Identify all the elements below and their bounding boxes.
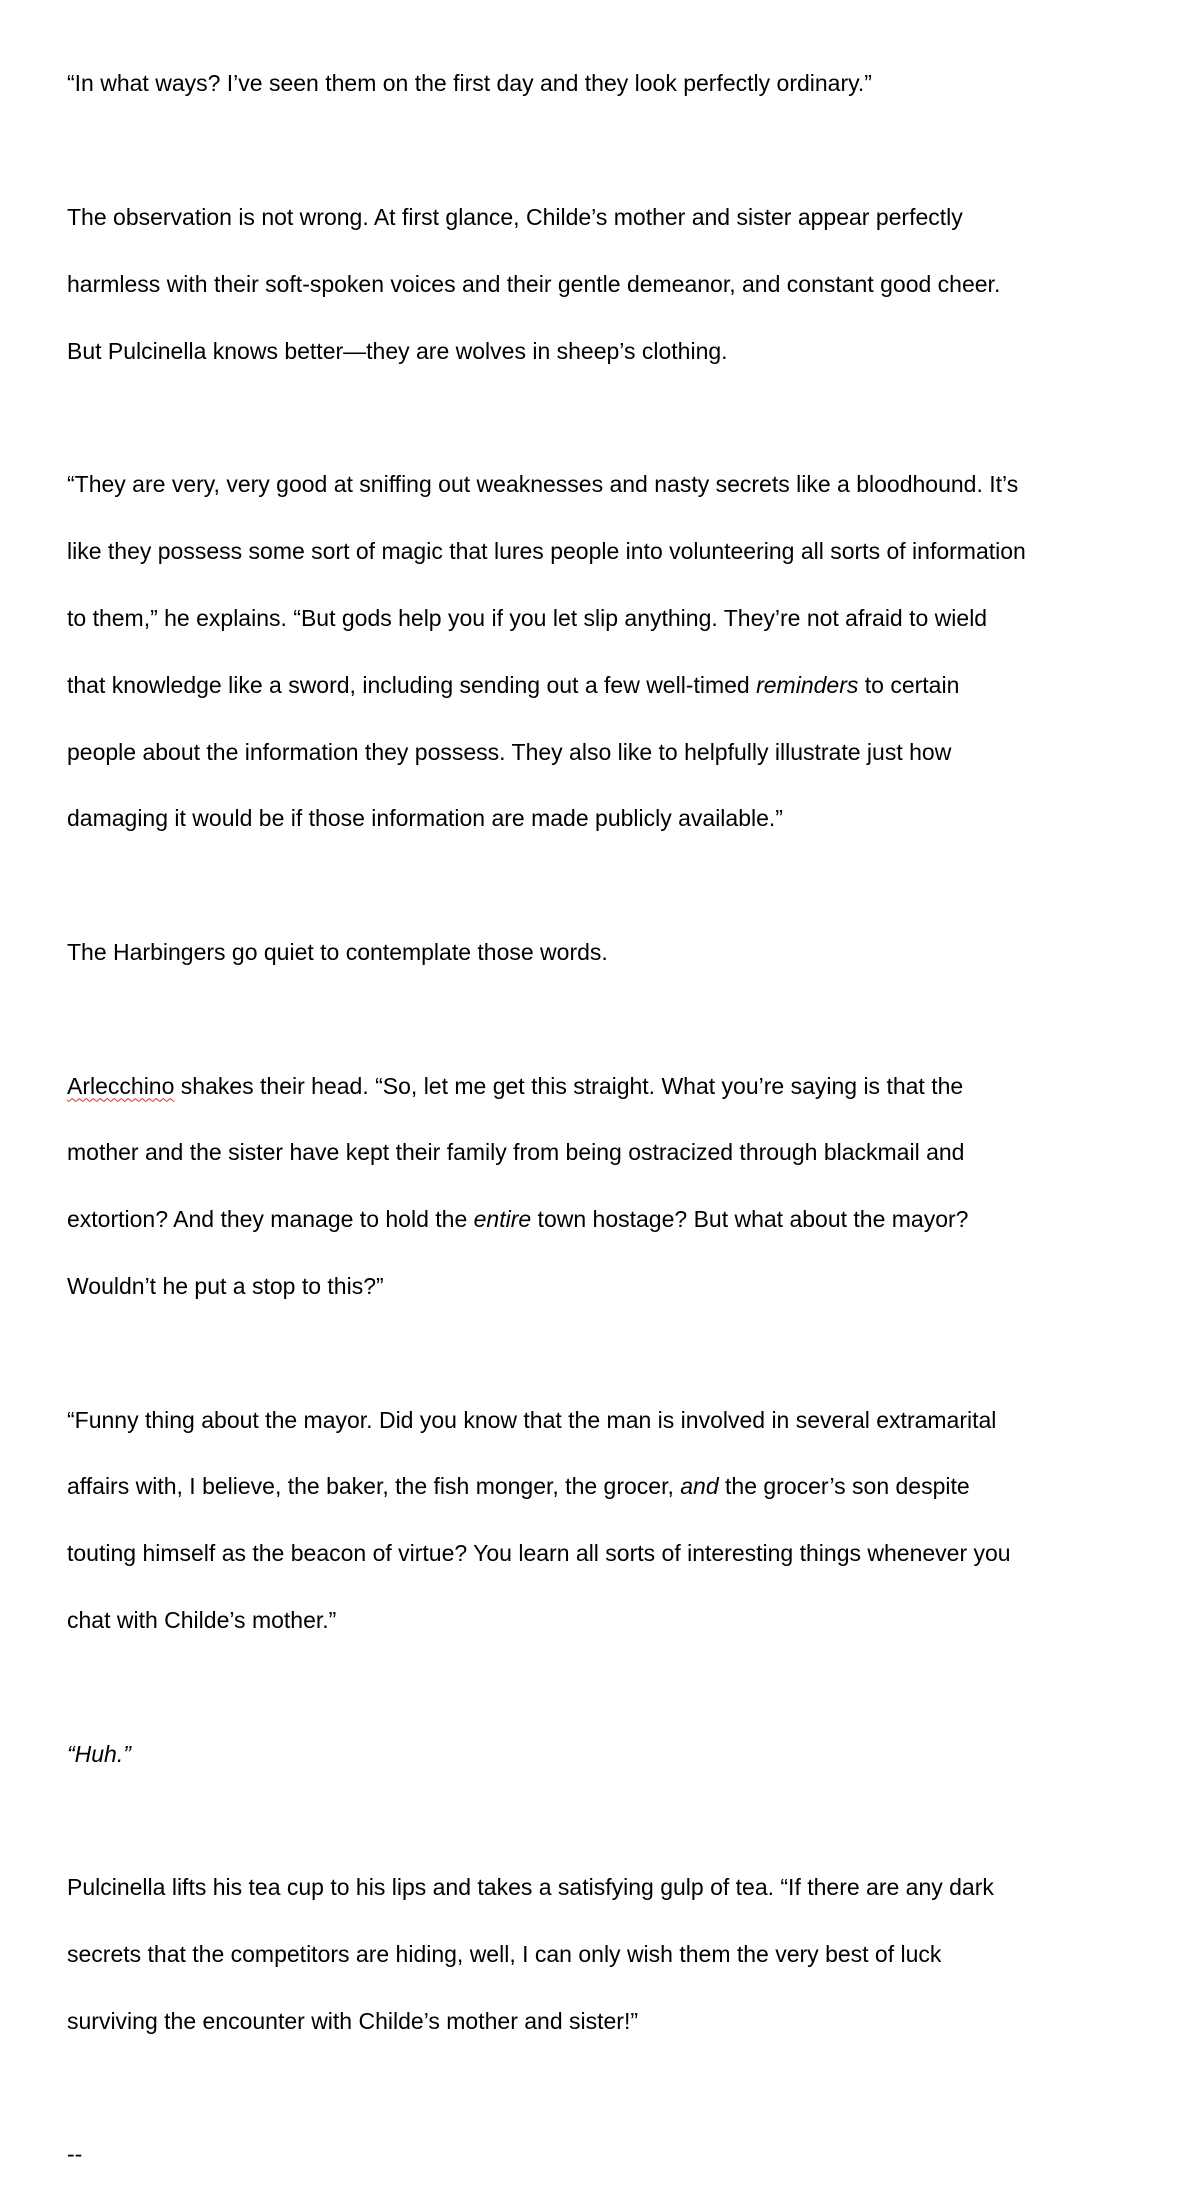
text-run: that knowledge like a sword, including sending out a few well-timed xyxy=(67,671,757,698)
paragraph-6 xyxy=(67,1370,1160,1671)
italic-emphasis: and xyxy=(680,1473,719,1500)
paragraph-3-line-6: damaging it would be if those information are made publicly available.” xyxy=(67,805,783,832)
italic-emphasis: reminders xyxy=(756,671,859,698)
paragraph-1 xyxy=(67,34,1160,134)
paragraph-8-line-2: secrets that the competitors are hiding, well, I can only wish them the very best of luck xyxy=(67,1941,942,1968)
paragraph-8 xyxy=(67,1838,1160,2072)
italic-emphasis: entire xyxy=(473,1206,532,1233)
paragraph-5-line-4: Wouldn’t he put a stop to this?” xyxy=(67,1272,384,1299)
paragraph-2 xyxy=(67,168,1160,402)
paragraph-7 xyxy=(67,1704,1160,1804)
paragraph-6-line-1: “Funny thing about the mayor. Did you know that the man is involved in several extramarital xyxy=(67,1406,997,1433)
paragraph-3 xyxy=(67,435,1160,869)
paragraph-2-line-2: harmless with their soft-spoken voices and their gentle demeanor, and constant good cheer. xyxy=(67,270,1001,297)
paragraph-2-line-1: The observation is not wrong. At first glance, Childe’s mother and sister appear perfectly xyxy=(67,204,963,231)
text-run: town hostage? But what about the mayor? xyxy=(531,1206,969,1233)
paragraph-6-line-2 xyxy=(67,1470,1160,1503)
paragraph-6-line-3: touting himself as the beacon of virtue? You learn all sorts of interesting things whenever you xyxy=(67,1540,1011,1567)
paragraph-5-line-3 xyxy=(67,1203,1160,1236)
paragraph-3-line-2: like they possess some sort of magic that lures people into volunteering all sorts of information xyxy=(67,538,1026,565)
paragraph-3-line-4 xyxy=(67,669,1160,702)
paragraph-6-line-4: chat with Childe’s mother.” xyxy=(67,1607,337,1634)
text-run: affairs with, I believe, the baker, the fish monger, the grocer, xyxy=(67,1473,681,1500)
paragraph-7-line-1: “Huh.” xyxy=(67,1740,131,1767)
paragraph-8-line-1: Pulcinella lifts his tea cup to his lips and takes a satisfying gulp of tea. “If there are any dark xyxy=(67,1874,994,1901)
paragraph-3-line-5: people about the information they possess. They also like to helpfully illustrate just how xyxy=(67,738,952,765)
paragraph-4-line-1: The Harbingers go quiet to contemplate those words. xyxy=(67,938,608,965)
text-run: shakes their head. “So, let me get this straight. What you’re saying is that the xyxy=(174,1072,964,1099)
spellcheck-flagged-word[interactable]: Arlecchino xyxy=(67,1072,175,1099)
paragraph-2-line-3: But Pulcinella knows better—they are wolves in sheep’s clothing. xyxy=(67,337,728,364)
paragraph-8-line-3: surviving the encounter with Childe’s mother and sister!” xyxy=(67,2007,639,2034)
paragraph-9 xyxy=(67,2105,1160,2205)
text-run: extortion? And they manage to hold the xyxy=(67,1206,474,1233)
text-run: the grocer’s son despite xyxy=(718,1473,970,1500)
paragraph-5-line-2: mother and the sister have kept their family from being ostracized through blackmail and xyxy=(67,1139,965,1166)
section-break: -- xyxy=(67,2141,83,2168)
paragraph-3-line-3: to them,” he explains. “But gods help you if you let slip anything. They’re not afraid to wield xyxy=(67,604,988,631)
text-run: to certain xyxy=(858,671,960,698)
paragraph-4 xyxy=(67,903,1160,1003)
paragraph-5 xyxy=(67,1036,1160,1337)
paragraph-5-line-1 xyxy=(67,1070,1160,1103)
paragraph-1-line-1: “In what ways? I’ve seen them on the first day and they look perfectly ordinary.” xyxy=(67,70,872,97)
paragraph-3-line-1: “They are very, very good at sniffing out weaknesses and nasty secrets like a bloodhound. It’s xyxy=(67,471,1019,498)
